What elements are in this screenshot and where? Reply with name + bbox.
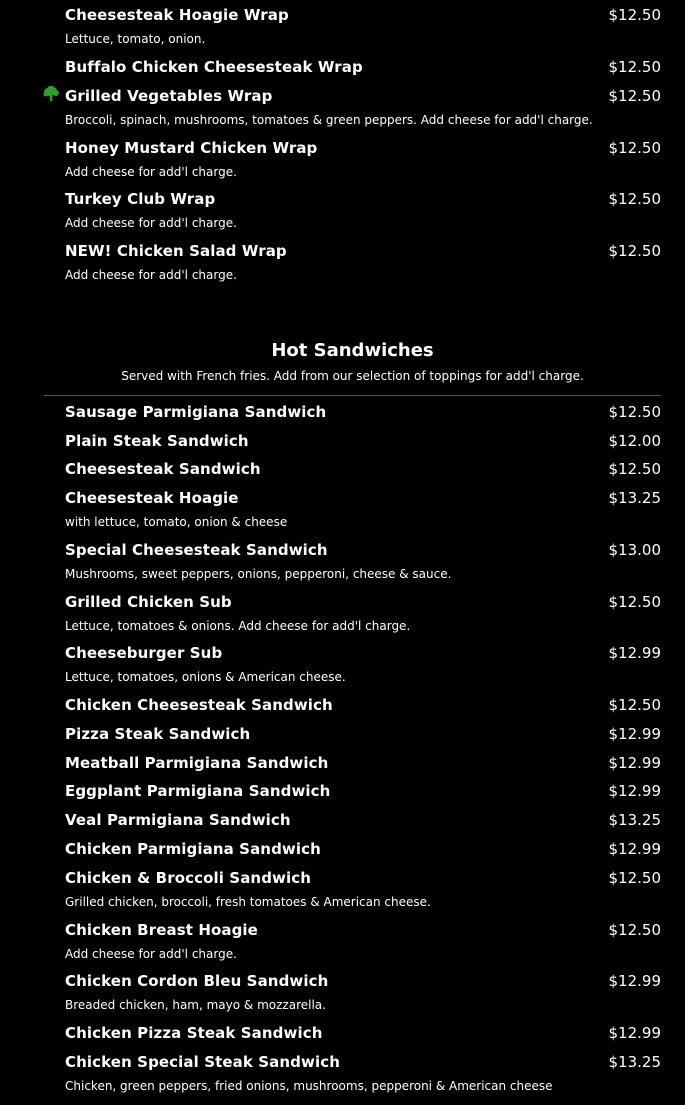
menu-item-price: $12.50	[608, 403, 661, 421]
menu-item	[65, 242, 661, 282]
menu-item-row	[65, 242, 661, 260]
vegetarian-icon	[42, 86, 60, 102]
menu-item-price: $13.25	[608, 489, 661, 507]
menu-item-row	[65, 87, 661, 105]
menu-item-name: Turkey Club Wrap	[65, 190, 216, 208]
menu-item-price: $12.99	[608, 840, 661, 858]
menu-item-row	[65, 190, 661, 208]
menu-item	[65, 1024, 661, 1042]
menu-item-description: Mushrooms, sweet peppers, onions, pepperoni, cheese & sauce.	[65, 567, 452, 581]
menu-item	[65, 921, 661, 961]
menu-item-price: $13.25	[608, 811, 661, 829]
menu-item-description: with lettuce, tomato, onion & cheese	[65, 515, 288, 529]
menu-item-name: Honey Mustard Chicken Wrap	[65, 139, 318, 157]
menu-item-description: Add cheese for add'l charge.	[65, 947, 237, 961]
menu-item-row	[65, 644, 661, 662]
menu-item-price: $12.50	[608, 139, 661, 157]
menu-item-name: Plain Steak Sandwich	[65, 432, 249, 450]
menu-item	[65, 460, 661, 478]
menu-item-description: Broccoli, spinach, mushrooms, tomatoes & green peppers. Add cheese for add'l charge.	[65, 113, 593, 127]
menu-item	[65, 782, 661, 800]
menu-item-name: Pizza Steak Sandwich	[65, 725, 251, 743]
menu-item-price: $12.50	[608, 696, 661, 714]
menu-item-name: Buffalo Chicken Cheesesteak Wrap	[65, 58, 363, 76]
menu-item-name: Veal Parmigiana Sandwich	[65, 811, 291, 829]
menu-item-row	[65, 403, 661, 421]
menu-item-description: Breaded chicken, ham, mayo & mozzarella.	[65, 998, 326, 1012]
menu-item-name: Chicken Pizza Steak Sandwich	[65, 1024, 323, 1042]
menu-item-name: Eggplant Parmigiana Sandwich	[65, 782, 331, 800]
menu-item-price: $13.25	[608, 1053, 661, 1071]
menu-item-name: Chicken & Broccoli Sandwich	[65, 869, 312, 887]
menu-item-row	[65, 460, 661, 478]
menu-item-price: $12.50	[608, 6, 661, 24]
menu-item-row	[65, 696, 661, 714]
menu-item-price: $12.99	[608, 972, 661, 990]
menu-item-row	[65, 921, 661, 939]
menu-item-name: Cheesesteak Hoagie Wrap	[65, 6, 289, 24]
menu-item-name: Cheesesteak Sandwich	[65, 460, 261, 478]
menu-item-name: Chicken Breast Hoagie	[65, 921, 258, 939]
menu-item-description: Chicken, green peppers, fried onions, mushrooms, pepperoni & American cheese	[65, 1079, 553, 1093]
menu-item-name: Special Cheesesteak Sandwich	[65, 541, 328, 559]
menu-item-row	[65, 972, 661, 990]
menu-item	[65, 139, 661, 179]
menu-item-row	[65, 6, 661, 24]
menu-item	[65, 432, 661, 450]
menu-item-description: Lettuce, tomato, onion.	[65, 32, 206, 46]
menu-item	[65, 58, 661, 76]
menu-item-price: $12.50	[608, 921, 661, 939]
menu-item-name: Chicken Cheesesteak Sandwich	[65, 696, 333, 714]
section-subtitle-hot-sandwiches: Served with French fries. Add from our selection of toppings for add'l charge.	[121, 369, 584, 383]
menu-item-row	[65, 811, 661, 829]
menu-item-name: Chicken Special Steak Sandwich	[65, 1053, 340, 1071]
menu-item-description: Add cheese for add'l charge.	[65, 216, 237, 230]
menu-item-row	[65, 782, 661, 800]
menu-item-row	[65, 593, 661, 611]
menu-item	[65, 811, 661, 829]
menu-item	[65, 972, 661, 1012]
menu-item-description: Lettuce, tomatoes & onions. Add cheese for add'l charge.	[65, 619, 411, 633]
menu-item-price: $12.50	[608, 87, 661, 105]
menu-item-row	[65, 489, 661, 507]
menu-item-name: Cheeseburger Sub	[65, 644, 223, 662]
menu-item	[65, 725, 661, 743]
menu-item-row	[65, 840, 661, 858]
menu-item-name: Chicken Cordon Bleu Sandwich	[65, 972, 329, 990]
section-title-hot-sandwiches: Hot Sandwiches	[271, 340, 434, 361]
menu-item-name: Grilled Chicken Sub	[65, 593, 232, 611]
menu-item	[65, 869, 661, 909]
menu-item-price: $12.50	[608, 869, 661, 887]
menu-item-row	[65, 432, 661, 450]
menu-item-row	[65, 541, 661, 559]
menu-item-row	[65, 754, 661, 772]
menu-item-price: $12.99	[608, 754, 661, 772]
menu-item-row	[65, 1024, 661, 1042]
menu-item	[65, 87, 661, 127]
menu-item	[65, 840, 661, 858]
menu-item-row	[65, 1053, 661, 1071]
menu-item-price: $12.50	[608, 242, 661, 260]
menu-item-price: $12.50	[608, 593, 661, 611]
menu-item	[65, 1053, 661, 1093]
menu-item-price: $12.00	[608, 432, 661, 450]
menu-item-name: Chicken Parmigiana Sandwich	[65, 840, 321, 858]
menu-item-row	[65, 725, 661, 743]
menu-item-price: $12.50	[608, 58, 661, 76]
menu-item-price: $12.50	[608, 460, 661, 478]
menu-item-row	[65, 58, 661, 76]
menu-item	[65, 696, 661, 714]
section-divider	[44, 395, 661, 396]
menu-item-price: $12.99	[608, 644, 661, 662]
menu-item-description: Add cheese for add'l charge.	[65, 268, 237, 282]
menu-item-row	[65, 869, 661, 887]
menu-item-description: Add cheese for add'l charge.	[65, 165, 237, 179]
menu-item-price: $12.50	[608, 190, 661, 208]
menu-item-description: Grilled chicken, broccoli, fresh tomatoes & American cheese.	[65, 895, 431, 909]
menu-item	[65, 403, 661, 421]
menu-item-name: Grilled Vegetables Wrap	[65, 87, 273, 105]
menu-item-price: $12.99	[608, 1024, 661, 1042]
menu-item	[65, 541, 661, 581]
menu-item	[65, 754, 661, 772]
menu-item-description: Lettuce, tomatoes, onions & American cheese.	[65, 670, 346, 684]
menu-item-price: $13.00	[608, 541, 661, 559]
menu-item	[65, 644, 661, 684]
menu-item-name: Sausage Parmigiana Sandwich	[65, 403, 327, 421]
menu-item-price: $12.99	[608, 782, 661, 800]
menu-item	[65, 593, 661, 633]
menu-item	[65, 6, 661, 46]
menu-item	[65, 489, 661, 529]
menu-item	[65, 190, 661, 230]
menu-item-row	[65, 139, 661, 157]
menu-item-price: $12.99	[608, 725, 661, 743]
menu-item-name: Meatball Parmigiana Sandwich	[65, 754, 329, 772]
menu-item-name: NEW! Chicken Salad Wrap	[65, 242, 287, 260]
menu-item-name: Cheesesteak Hoagie	[65, 489, 239, 507]
